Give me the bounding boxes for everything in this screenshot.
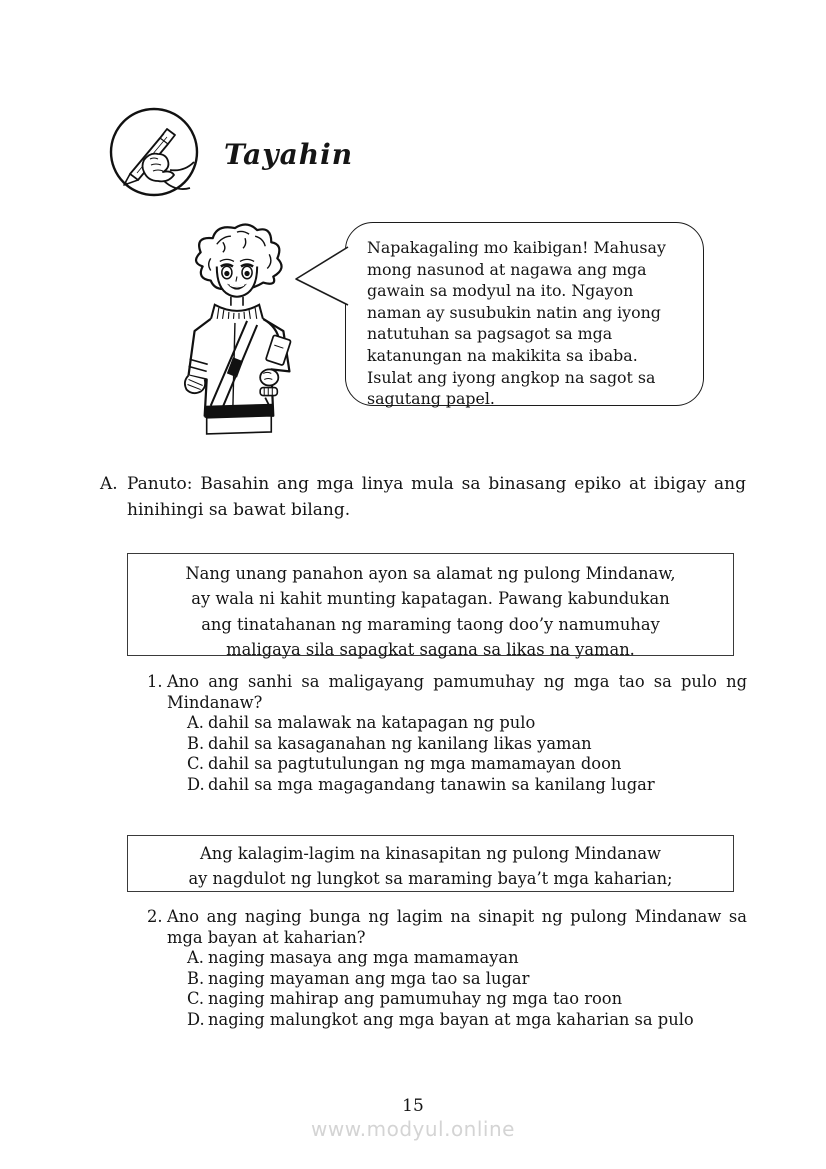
question-number: 2. xyxy=(147,907,163,926)
option-text: naging masaya ang mga mamamayan xyxy=(208,948,519,968)
option-letter: B. xyxy=(187,733,205,753)
speech-bubble xyxy=(345,222,704,409)
passage-box-2 xyxy=(127,835,734,892)
option-text: naging mahirap ang pamumuhay ng mga tao roon xyxy=(208,989,623,1009)
option-letter: D. xyxy=(187,1009,205,1029)
instruction-block xyxy=(100,471,746,523)
question-text: Ano ang sanhi sa maligayang pamumuhay ng mga tao sa pulo ng Mindanaw? xyxy=(167,672,747,712)
option-text: naging mayaman ang mga tao sa lugar xyxy=(208,968,530,988)
passage-line: ang tinatahanan ng maraming taong doo’y namumuhay xyxy=(201,614,660,634)
instruction-letter: A. xyxy=(100,474,118,494)
speech-bubble-tail xyxy=(292,247,349,307)
options-list xyxy=(187,713,747,795)
option-row xyxy=(187,948,747,969)
instruction-text: Panuto: Basahin ang mga linya mula sa binasang epiko at ibigay ang hinihingi sa bawat bilang. xyxy=(127,474,746,520)
passage-line: Nang unang panahon ayon sa alamat ng pulong Mindanaw, xyxy=(185,564,676,583)
option-letter: D. xyxy=(187,774,205,794)
student-character-illustration xyxy=(176,218,306,438)
option-text: dahil sa pagtutulungan ng mga mamamayan doon xyxy=(208,754,622,774)
question-head xyxy=(147,907,747,948)
option-letter: B. xyxy=(187,968,205,988)
option-text: dahil sa kasaganahan ng kanilang likas yaman xyxy=(208,733,592,753)
passage-line: Ang kalagim-lagim na kinasapitan ng pulong Mindanaw xyxy=(200,844,661,863)
passage-line: ay wala ni kahit munting kapatagan. Pawang kabundukan xyxy=(191,589,670,609)
question-head xyxy=(147,672,747,713)
option-row xyxy=(187,734,747,755)
option-row xyxy=(187,713,747,734)
option-letter: A. xyxy=(187,948,204,968)
option-text: dahil sa mga magagandang tanawin sa kanilang lugar xyxy=(208,774,655,794)
passage-line: maligaya sila sapagkat sagana sa likas na yaman. xyxy=(226,640,635,660)
watermark-url: www.modyul.online xyxy=(311,1117,515,1141)
option-text: dahil sa malawak na katapagan ng pulo xyxy=(208,713,536,733)
page-title: Tayahin xyxy=(224,138,354,171)
question-2 xyxy=(147,907,747,1031)
question-1 xyxy=(147,672,747,796)
hand-writing-icon xyxy=(108,106,200,198)
option-letter: A. xyxy=(187,713,204,733)
passage-line: ay nagdulot ng lungkot sa maraming baya’t mga kaharian; xyxy=(188,869,673,889)
option-letter: C. xyxy=(187,754,205,774)
question-number: 1. xyxy=(147,672,163,691)
option-row xyxy=(187,989,747,1010)
option-text: naging malungkot ang mga bayan at mga kaharian sa pulo xyxy=(208,1009,694,1029)
options-list xyxy=(187,948,747,1030)
page-number: 15 xyxy=(402,1096,424,1116)
speech-bubble-text: Napakagaling mo kaibigan! Mahusay mong nasunod at nagawa ang mga gawain sa modyul na ito. Ngayon naman ay susubukin natin ang iyong natutuhan sa pagsagot sa mga katanungan na makikita sa ibaba. Isulat ang iyong angkop na sagot sa sagutang papel. xyxy=(367,238,666,409)
passage-box-1 xyxy=(127,553,734,660)
option-row xyxy=(187,969,747,990)
option-letter: C. xyxy=(187,989,205,1009)
option-row xyxy=(187,754,747,775)
option-row xyxy=(187,1010,747,1031)
option-row xyxy=(187,775,747,796)
question-text: Ano ang naging bunga ng lagim na sinapit ng pulong Mindanaw sa mga bayan at kaharian? xyxy=(167,907,747,947)
